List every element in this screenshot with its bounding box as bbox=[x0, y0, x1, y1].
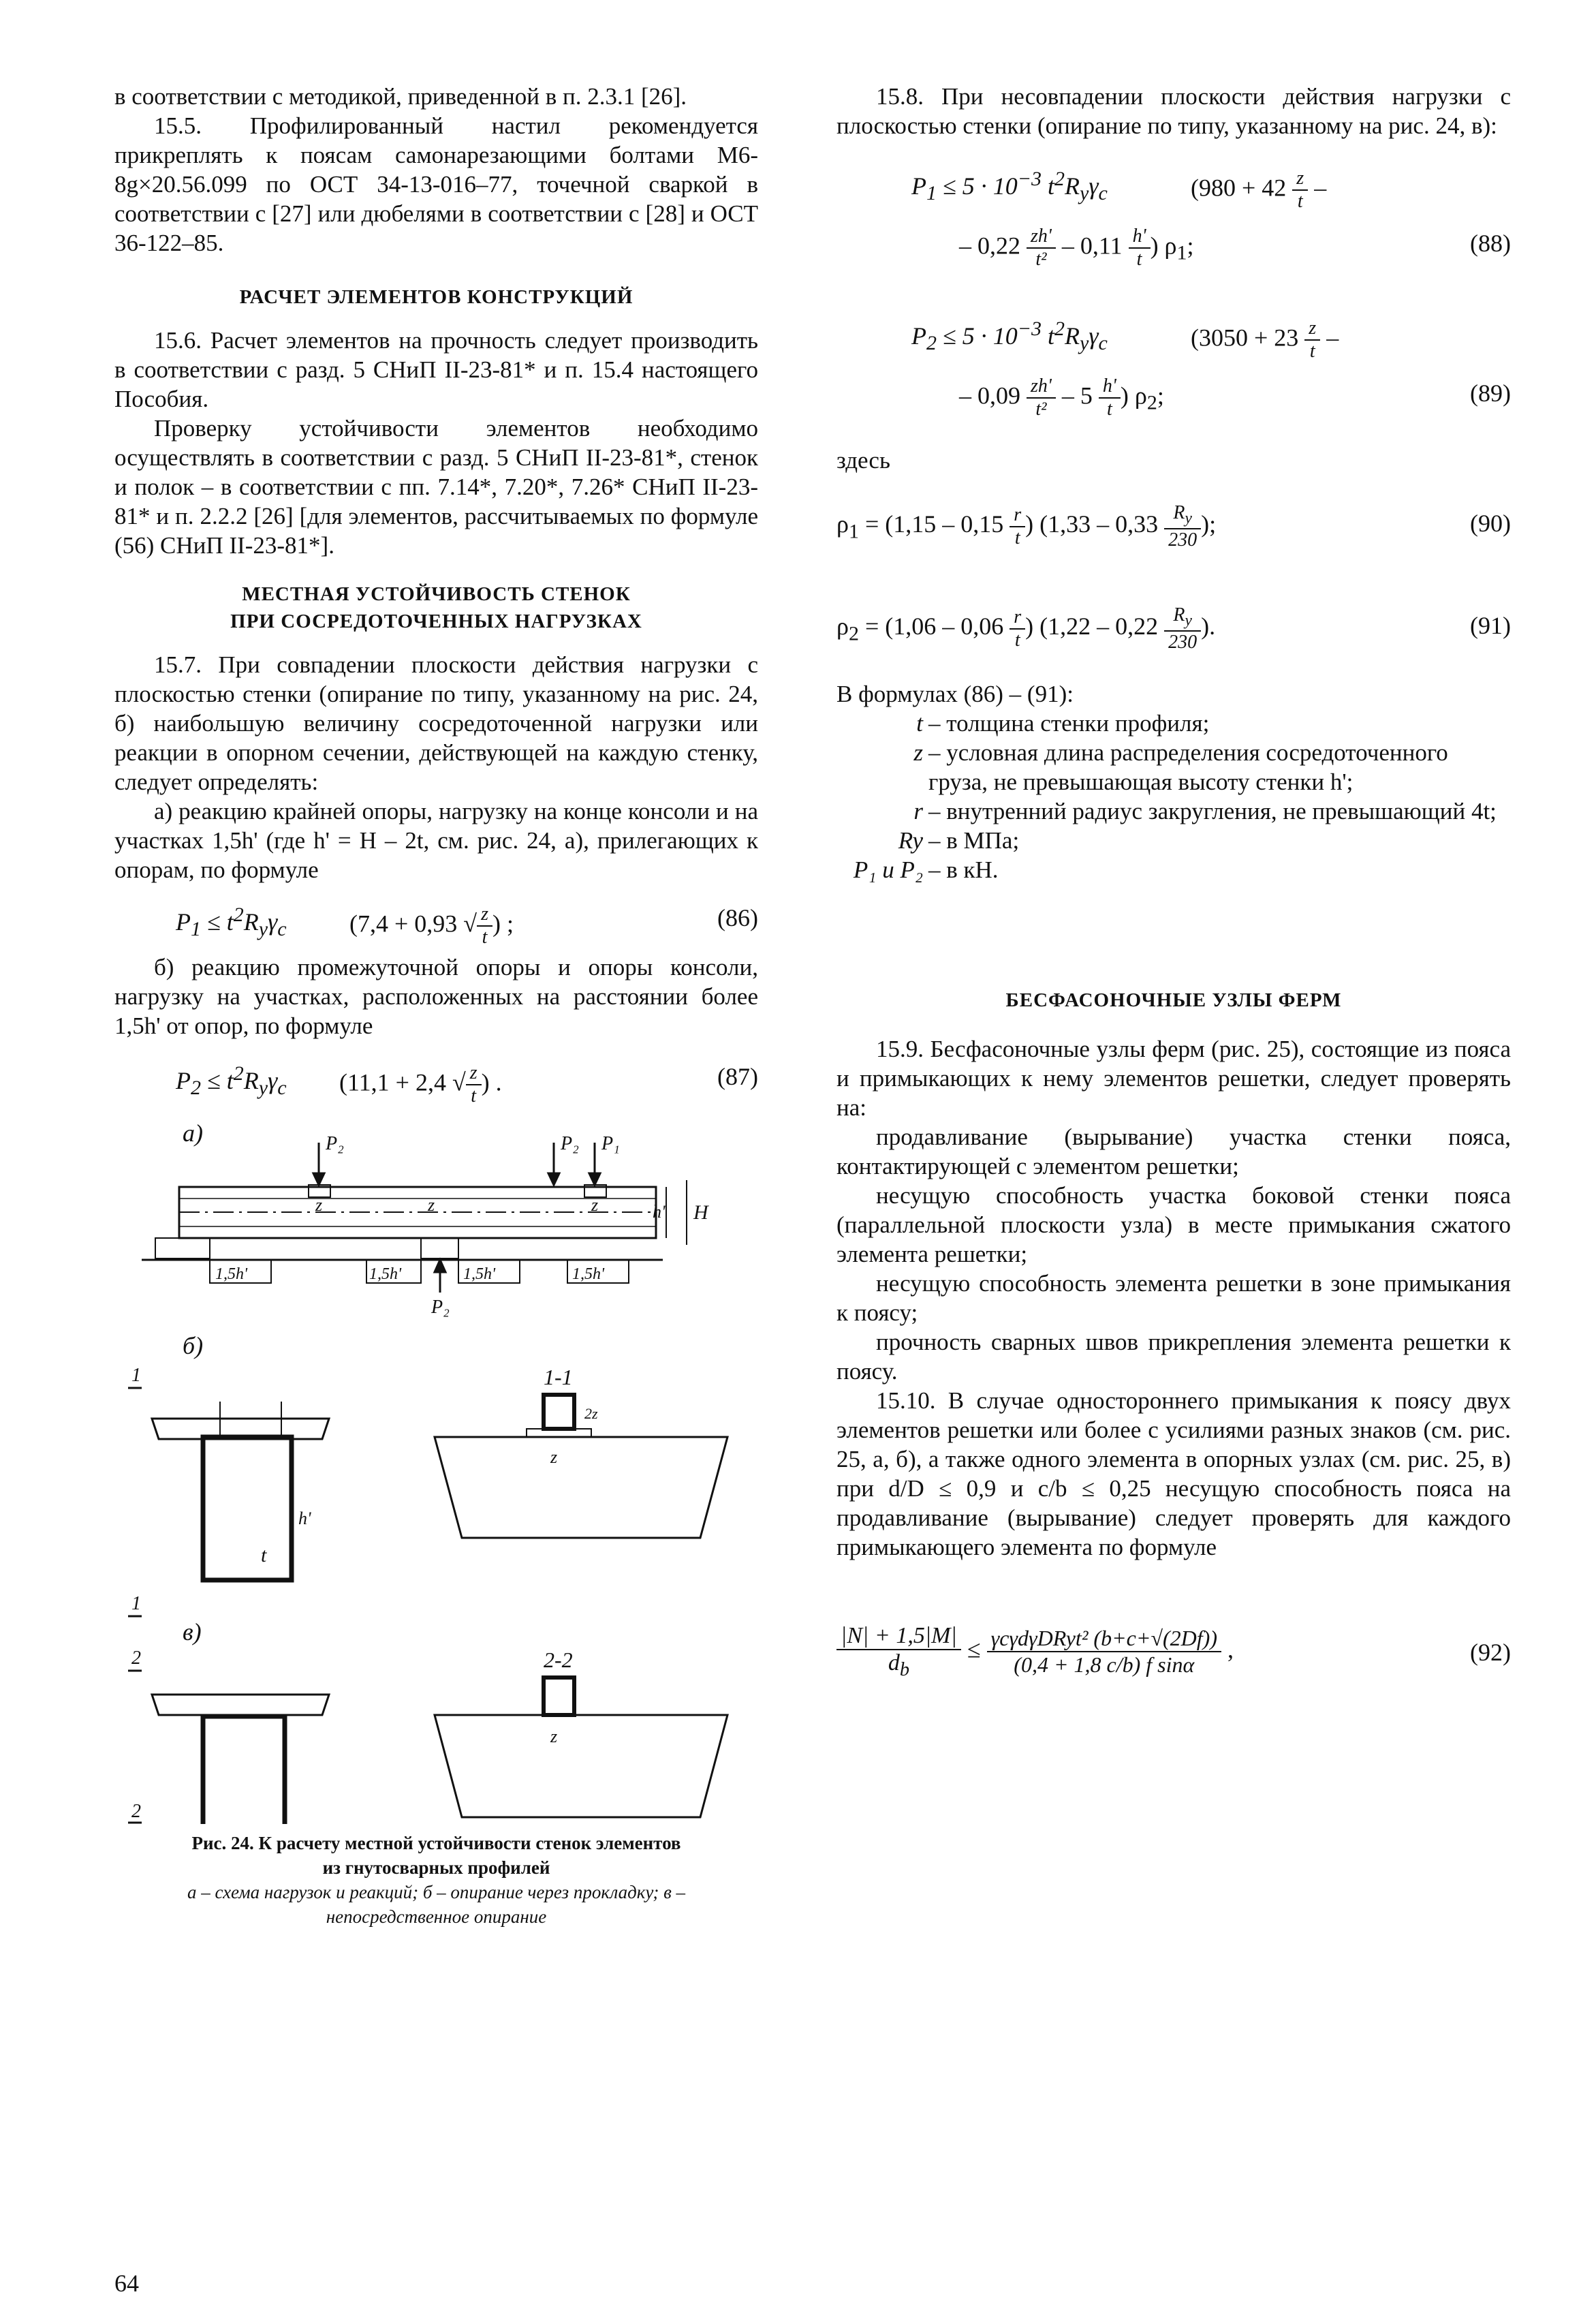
label-P2: P₂ bbox=[561, 1133, 579, 1154]
section-mark: 1 bbox=[131, 1365, 141, 1386]
member-section bbox=[544, 1395, 574, 1429]
zdes: здесь bbox=[836, 447, 890, 474]
label-1-5h: 1,5h' bbox=[572, 1265, 605, 1283]
equation-number: (92) bbox=[1470, 1639, 1511, 1666]
label-h-prime: h' bbox=[653, 1202, 666, 1222]
section-label-2-2: 2-2 bbox=[544, 1648, 573, 1672]
label-2z: 2z bbox=[584, 1405, 598, 1422]
figure-caption bbox=[114, 1831, 758, 1929]
equation-number: (87) bbox=[717, 1063, 758, 1090]
chord-section bbox=[435, 1437, 727, 1538]
formula-90: $\rho_1 = (1,15 - 0,15$ $\frac{r}{t}$ ) (1,33 – 0,33 $\frac{R_y}{230}$ ); (90) bbox=[836, 502, 1511, 551]
label-P1: P₁ bbox=[601, 1133, 620, 1154]
def-symbol: z bbox=[913, 739, 923, 766]
def-text: – внутренний радиус закругления, не превышающий 4t; bbox=[928, 798, 1497, 824]
para-15-10: 15.10. В случае одностороннего примыкания к поясу двух элементов решетки или более с усилиями разных знаков (см. рис. 25, а, б), а также одного элемента в опорных узлах (см. рис. 25, в) при d/D ≤ 0,9 и c/b ≤ 0,25 несущую способность пояса на продавливание (вырывание) следует проверять для каждого примыкающего элемента по формуле bbox=[836, 1387, 1511, 1560]
para-15-8: 15.8. При несовпадении плоскости действия нагрузки с плоскостью стенки (опирание по типу, указанному на рис. 24, в): bbox=[836, 83, 1511, 139]
section-heading: БЕСФАСОНОЧНЫЕ УЗЛЫ ФЕРМ bbox=[1005, 989, 1342, 1011]
section-heading: МЕСТНАЯ УСТОЙЧИВОСТЬ СТЕНОК bbox=[242, 583, 631, 605]
label-P2: P₂ bbox=[431, 1297, 450, 1318]
vformulah: В формулах (86) – (91): bbox=[836, 681, 1074, 707]
def-symbol: r bbox=[913, 798, 923, 824]
support-pad bbox=[155, 1238, 210, 1258]
arrowhead bbox=[435, 1260, 445, 1272]
para: несущую способность участка боковой стенки пояса (параллельной плоскости узла) в месте примыкания сжатого элемента решетки; bbox=[836, 1182, 1511, 1267]
def-symbol: t bbox=[916, 710, 923, 737]
member-section bbox=[544, 1678, 574, 1715]
section-mark: 1 bbox=[131, 1593, 141, 1614]
right-column bbox=[836, 82, 1511, 1718]
para-15-6: 15.6. Расчет элементов на прочность следует производить в соответствии с разд. 5 СНиП II-23-81* и п. 15.4 настоящего Пособия. bbox=[114, 327, 758, 412]
equation-number: (89) bbox=[1470, 380, 1511, 407]
arrowhead bbox=[548, 1173, 559, 1185]
definition-item bbox=[836, 855, 1511, 884]
formula-88: $P_1 \le 5 \cdot 10^{-3}$ $t^2R_y\gamma_c$ (980 + 42 $\frac{z}{t}$ – – 0,22 $\frac{zh'}{\text{t²}}$ – 0,11 $\frac{h'}{t}$ ) $\rho_1$; (88) bbox=[911, 168, 1511, 270]
def-symbol: Ry bbox=[898, 827, 923, 854]
definition-item bbox=[836, 709, 1511, 738]
f92-rden: (0,4 + 1,8 c/b) f sinα bbox=[1014, 1652, 1195, 1678]
def-symbol: P₁ и P₂ bbox=[853, 856, 923, 883]
section-label-1-1: 1-1 bbox=[544, 1365, 573, 1389]
section-heading: ПРИ СОСРЕДОТОЧЕННЫХ НАГРУЗКАХ bbox=[230, 611, 642, 632]
label-z: z bbox=[591, 1195, 599, 1215]
definition-item bbox=[836, 797, 1511, 826]
label-z: z bbox=[315, 1195, 323, 1215]
para: Проверку устойчивости элементов необходимо осуществлять в соответствии с разд. 5 СНиП II-23-81*, стенок и полок – в соответствии с пп. 7.14*, 7.20*, 7.26* СНиП II-23-81* и п. 2.2.2 [26] [для элементов, рассчитываемых по формуле (56) СНиП II-23-81*]. bbox=[114, 415, 758, 559]
f92-den: d bbox=[888, 1650, 900, 1675]
formula-87: $P_2 \le t^2R_y\gamma_c$ (11,1 + 2,4 √ $\frac{z}{t}$ ) . (87) bbox=[176, 1062, 758, 1107]
label-P2: P₂ bbox=[326, 1133, 344, 1154]
label-t: t bbox=[261, 1544, 267, 1566]
equation-number: (86) bbox=[717, 904, 758, 931]
def-text: – в МПа; bbox=[928, 827, 1020, 854]
para: б) реакцию промежуточной опоры и опоры консоли, нагрузку на участках, расположенных на расстоянии более 1,5h' от опор, по формуле bbox=[114, 954, 758, 1039]
para-15-5: 15.5. Профилированный настил рекомендуется прикреплять к поясам самонарезающими болтами М6-8g×20.56.099 по ОСТ 34-13-016–77, точечной сваркой в соответствии с [27] или дюбелями в соответствии с [28] и ОСТ 36-122–85. bbox=[114, 112, 758, 256]
def-text: – толщина стенки профиля; bbox=[928, 710, 1210, 737]
label-z: z bbox=[550, 1727, 558, 1746]
label-v: в) bbox=[183, 1618, 202, 1645]
section-heading: РАСЧЕТ ЭЛЕМЕНТОВ КОНСТРУКЦИЙ bbox=[239, 286, 633, 308]
arrowhead bbox=[589, 1173, 600, 1185]
label-b: б) bbox=[183, 1332, 204, 1359]
def-text: – в кН. bbox=[928, 856, 999, 883]
figure-24 bbox=[114, 1115, 758, 1824]
arrowhead bbox=[313, 1173, 324, 1185]
section-mark: 2 bbox=[131, 1648, 141, 1669]
f92-num: |N| + 1,5|M| bbox=[836, 1623, 961, 1650]
caption-legend: а – схема нагрузок и реакций; б – опирание через прокладку; в – непосредственное опирание bbox=[187, 1882, 686, 1927]
left-column bbox=[114, 82, 758, 1929]
definition-item bbox=[836, 826, 1511, 855]
def-text: – условная длина распределения сосредоточенного груза, не превышающая высоту стенки h'; bbox=[928, 739, 1448, 795]
page-number: 64 bbox=[114, 2270, 139, 2297]
label-a: а) bbox=[183, 1119, 203, 1147]
label-1-5h: 1,5h' bbox=[463, 1265, 496, 1283]
para: несущую способность элемента решетки в зоне примыкания к поясу; bbox=[836, 1270, 1511, 1326]
caption-title: Рис. 24. К расчету местной устойчивости стенок элементов bbox=[191, 1833, 681, 1853]
member-section bbox=[203, 1437, 292, 1580]
para: прочность сварных швов прикрепления элемента решетки к поясу. bbox=[836, 1329, 1511, 1385]
formula-92: $\frac{|N| + 1,5|M|}{d_b}$ ≤ $\frac{\text{γcγdγDRyt² (b+c+√(2Df))}}{\text{(0,4 + 1,8 c/b) f sinα}}$ , (92) bbox=[836, 1603, 1511, 1718]
para-15-7: 15.7. При совпадении плоскости действия нагрузки с плоскостью стенки (опирание по типу, указанному на рис. 24, б) наибольшую величину сосредоточенной нагрузки или реакции в опорном сечении, действующей на каждую стенку, следует определять: bbox=[114, 651, 758, 795]
equation-number: (91) bbox=[1470, 612, 1511, 639]
formula-86: $P_1 \le t^2R_y\gamma_c$ (7,4 + 0,93 √ $\frac{z}{t}$ ) ; (86) bbox=[176, 903, 758, 948]
formula-89: $P_2 \le 5 \cdot 10^{-3}$ $t^2R_y\gamma_c$ (3050 + 23 $\frac{z}{t}$ – – 0,09 $\frac{zh'}{\text{t²}}$ – 5 $\frac{h'}{t}$ ) $\rho_2$; (89) bbox=[911, 318, 1511, 420]
chord-elevation bbox=[152, 1695, 329, 1715]
label-H: H bbox=[693, 1201, 708, 1224]
caption-title: из гнутосварных профилей bbox=[322, 1857, 550, 1878]
f92-rnum: γcγdγDRyt² (b+c+√(2Df)) bbox=[987, 1626, 1221, 1652]
label-z: z bbox=[550, 1447, 558, 1467]
formula-91: $\rho_2 = (1,06 - 0,06$ $\frac{r}{t}$ ) (1,22 – 0,22 $\frac{R_y}{230}$ ). (91) bbox=[836, 604, 1511, 653]
para: а) реакцию крайней опоры, нагрузку на конце консоли и на участках 1,5h' (где h' = H – 2t, см. рис. 24, а), прилегающих к опорам, по формуле bbox=[114, 798, 758, 883]
para-15-9: 15.9. Бесфасоночные узлы ферм (рис. 25), состоящие из пояса и примыкающих к нему элементов решетки, следует проверять на: bbox=[836, 1036, 1511, 1121]
para: в соответствии с методикой, приведенной в п. 2.3.1 [26]. bbox=[114, 83, 687, 110]
label-1-5h: 1,5h' bbox=[369, 1265, 402, 1283]
label-1-5h: 1,5h' bbox=[215, 1265, 248, 1283]
label-h-prime: h' bbox=[298, 1509, 311, 1528]
equation-number: (88) bbox=[1470, 230, 1511, 257]
definitions-list bbox=[836, 709, 1511, 884]
member-section bbox=[203, 1716, 285, 1824]
label-z: z bbox=[428, 1195, 435, 1215]
chord-section bbox=[435, 1715, 727, 1817]
support-pad bbox=[421, 1238, 458, 1258]
equation-number: (90) bbox=[1470, 510, 1511, 537]
para: продавливание (вырывание) участка стенки пояса, контактирующей с элементом решетки; bbox=[836, 1124, 1511, 1179]
definition-item bbox=[836, 738, 1511, 797]
section-mark: 2 bbox=[131, 1801, 141, 1822]
